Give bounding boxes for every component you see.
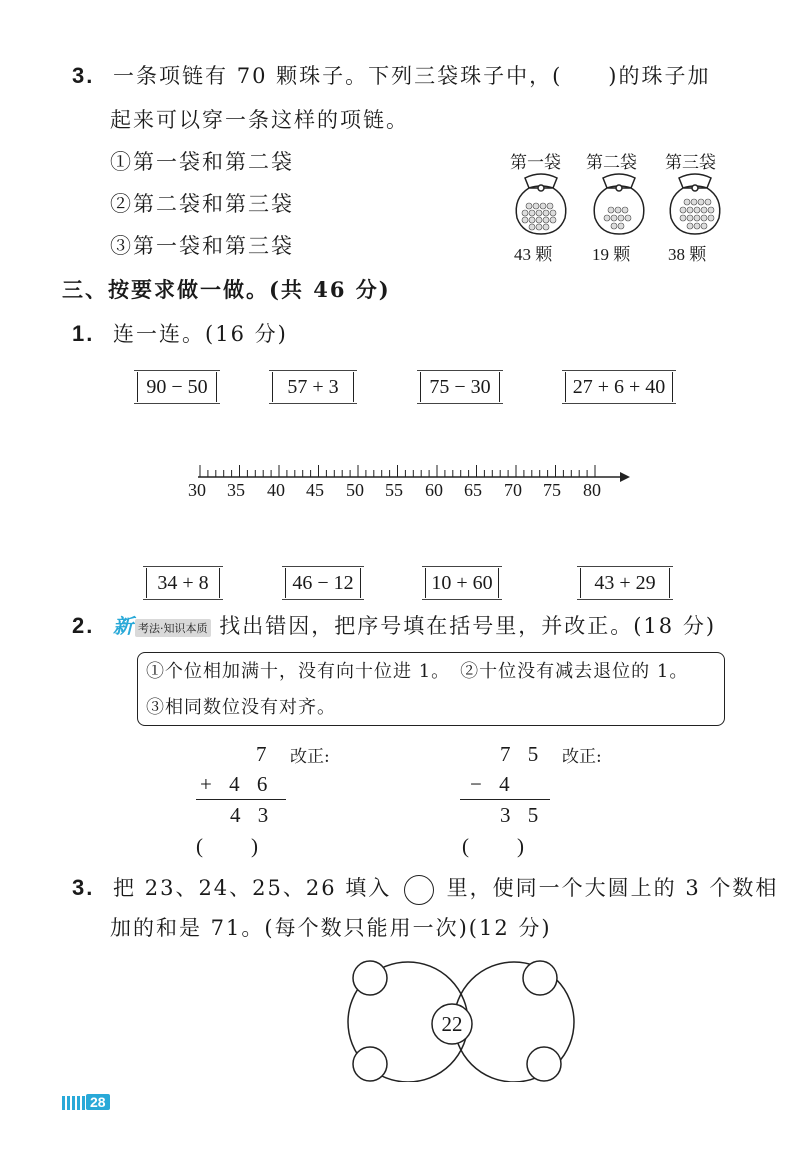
- expr-card-top-4[interactable]: 27 + 6 + 40: [565, 372, 673, 402]
- blank-circle[interactable]: [353, 1047, 387, 1081]
- axis-label: 30: [188, 480, 206, 500]
- expr-card-bottom-3[interactable]: 10 + 60: [425, 568, 499, 598]
- calc-a-result: 4 3: [230, 803, 275, 827]
- bag-1-label: 第一袋: [510, 153, 561, 173]
- question-number: 3.: [72, 63, 95, 88]
- error-reason-box: [137, 652, 725, 726]
- calc-a-line: [196, 799, 286, 800]
- expr-card-top-3[interactable]: 75 − 30: [420, 372, 500, 402]
- axis-label: 80: [583, 480, 601, 500]
- axis-label: 50: [346, 480, 364, 500]
- bars-icon: [62, 1096, 86, 1110]
- calc-a-fix-label: 改正:: [290, 747, 330, 767]
- axis-label: 65: [464, 480, 482, 500]
- calc-a-top: 7: [256, 742, 273, 766]
- page-footer: [62, 1094, 110, 1110]
- question-number: 2.: [72, 613, 95, 638]
- hint-line-1: ①个位相加满十，没有向十位进 1。 ②十位没有减去退位的 1。: [146, 661, 689, 682]
- bag-2-count: 19 颗: [592, 245, 631, 264]
- question-text-cont: 起来可以穿一条这样的项链。: [110, 108, 409, 132]
- expr-card-top-2[interactable]: 57 + 3: [272, 372, 354, 402]
- expr-card-bottom-1[interactable]: 34 + 8: [146, 568, 220, 598]
- option-3[interactable]: ③第一袋和第三袋: [110, 234, 294, 258]
- axis-label: 40: [267, 480, 285, 500]
- expr-card-bottom-2[interactable]: 46 − 12: [285, 568, 361, 598]
- calc-b-top: 7 5: [500, 742, 545, 766]
- bag-3-count: 38 颗: [668, 245, 707, 264]
- axis-label: 60: [425, 480, 443, 500]
- question-text-cont: 里，使同一个大圆上的 3 个数相: [446, 876, 779, 900]
- bag-2-label: 第二袋: [586, 153, 637, 173]
- expr-card-top-1[interactable]: 90 − 50: [137, 372, 217, 402]
- page-number: 28: [86, 1094, 110, 1110]
- axis-label: 75: [543, 480, 561, 500]
- calc-b-answer-paren[interactable]: ( ): [462, 834, 526, 858]
- axis-label: 45: [306, 480, 324, 500]
- calc-b-op-row: − 4: [470, 772, 516, 796]
- question-number: 3.: [72, 875, 95, 900]
- knowledge-tag: 考法·知识本质: [135, 619, 211, 637]
- question-text: 一条项链有 70 颗珠子。下列三袋珠子中，( )的珠子加: [113, 64, 711, 88]
- calc-b-fix-label: 改正:: [562, 747, 602, 767]
- option-1[interactable]: ①第一袋和第二袋: [110, 150, 294, 174]
- number-line-labels: [180, 480, 630, 504]
- question-text: 找出错因，把序号填在括号里，并改正。(18 分): [219, 614, 717, 638]
- small-circle-icon: [404, 875, 434, 905]
- calc-b-result: 3 5: [500, 803, 545, 827]
- blank-circle[interactable]: [523, 961, 557, 995]
- center-value: 22: [441, 1012, 463, 1036]
- axis-label: 35: [227, 480, 245, 500]
- bead-bags-illustration: [505, 172, 735, 238]
- blank-circle[interactable]: [353, 961, 387, 995]
- section-title: 三、按要求做一做。(共 46 分): [62, 277, 391, 302]
- calc-b-line: [460, 799, 550, 800]
- new-tag: 新: [113, 614, 136, 638]
- question-text: 把 23、24、25、26 填入: [113, 876, 392, 900]
- bag-3-label: 第三袋: [665, 153, 716, 173]
- hint-line-2: ③相同数位没有对齐。: [146, 697, 336, 718]
- bag-1-count: 43 颗: [514, 245, 553, 264]
- question-text-line2: 加的和是 71。(每个数只能用一次)(12 分): [110, 916, 552, 940]
- axis-label: 55: [385, 480, 403, 500]
- expr-card-bottom-4[interactable]: 43 + 29: [580, 568, 670, 598]
- blank-circle[interactable]: [527, 1047, 561, 1081]
- question-text: 连一连。(16 分): [113, 322, 288, 346]
- question-number: 1.: [72, 321, 95, 346]
- option-2[interactable]: ②第二袋和第三袋: [110, 192, 294, 216]
- calc-a-op-row: + 4 6: [200, 772, 274, 796]
- calc-a-answer-paren[interactable]: ( ): [196, 834, 260, 858]
- axis-label: 70: [504, 480, 522, 500]
